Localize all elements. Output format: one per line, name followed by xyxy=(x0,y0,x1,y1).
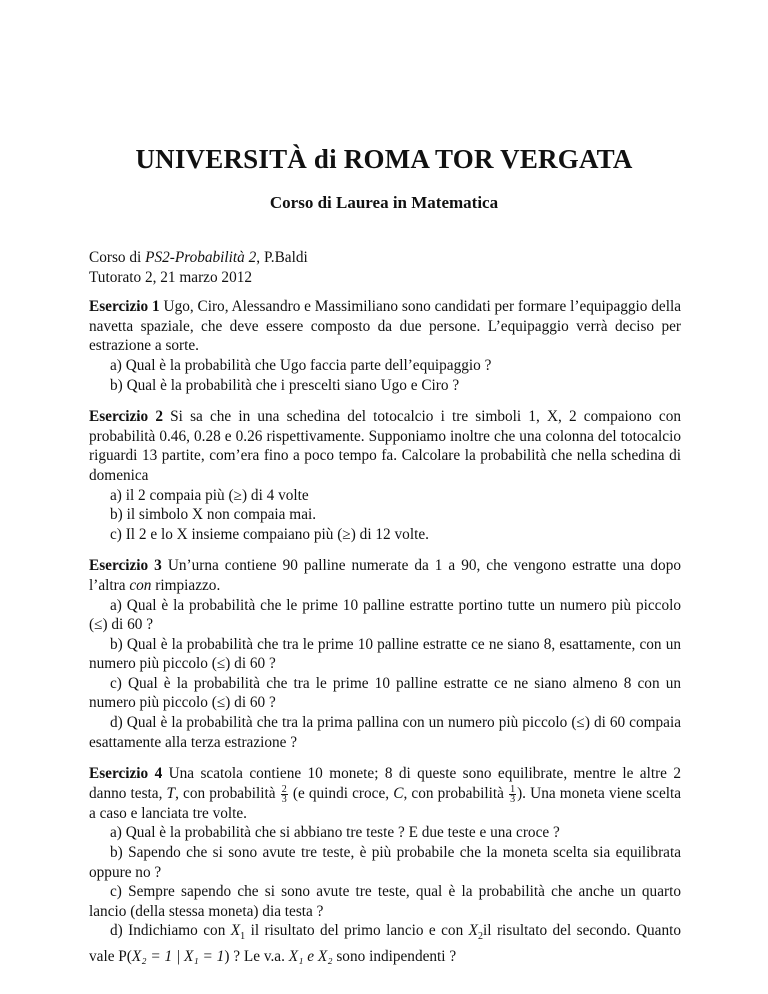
question: d) Qual è la probabilità che tra la prima pallina con un numero più piccolo (≤) di 60 compaia esattamente alla terza estrazione ? xyxy=(89,714,681,751)
intro-part: , con probabilità xyxy=(403,784,504,802)
fraction-two-thirds: $\frac{2}{3}$ xyxy=(281,783,287,805)
exercise-1 xyxy=(89,297,681,395)
degree-subtitle: Corso di Laurea in Matematica xyxy=(269,193,499,212)
university-title: UNIVERSITÀ di ROMA TOR VERGATA xyxy=(135,144,633,174)
document-body xyxy=(89,248,681,979)
question: a) Qual è la probabilità che si abbiano tre teste ? E due teste e una croce ? xyxy=(110,824,560,842)
exercise-3 xyxy=(89,556,681,752)
fraction-one-third: $\frac{1}{3}$ xyxy=(510,783,516,805)
course-name: PS2-Probabilità 2 xyxy=(145,249,257,266)
question: b) il simbolo X non compaia mai. xyxy=(110,506,317,524)
exercise-label: Esercizio 1 xyxy=(89,298,160,316)
course-prefix: Corso di xyxy=(89,249,142,266)
emphasis-word: con xyxy=(129,576,152,594)
intro-part: , con probabilità xyxy=(175,784,276,802)
exercise-label: Esercizio 3 xyxy=(89,557,162,575)
intro-part: ). Una moneta viene scelta a caso e lanciata tre volte. xyxy=(89,784,682,822)
question: c) Il 2 e lo X insieme compaiano più (≥) di 12 volte. xyxy=(110,525,429,543)
exercise-2 xyxy=(89,407,681,544)
question: b) Qual è la probabilità che tra le prime 10 palline estratte ce ne siano 8, esattamente, con un numero più piccolo (≤) di 60 ? xyxy=(89,635,681,673)
question: c) Sempre sapendo che si sono avute tre teste, qual è la probabilità che anche un quarto lancio (della stessa moneta) dia testa ? xyxy=(89,883,681,920)
question: c) Qual è la probabilità che tra le prime 10 palline estratte ce ne siano almeno 8 con un numero più piccolo (≤) di 60 ? xyxy=(89,674,681,712)
exercise-intro: Si sa che in una schedina del totocalcio i tre simboli 1, X, 2 compaiono con probabilità 0.46, 0.28 e 0.26 rispettivamente. Supponiamo inoltre che una colonna del totocalcio riguardi 13 partite, com’era fino a poco tempo fa. Calcolare la probabilità che nella schedina di domenica xyxy=(89,408,681,484)
course-suffix: , P.Baldi xyxy=(256,249,308,266)
question-d: d) Indichiamo con $X_1$ il risultato del primo lancio e con $X_2il$ risultato del secondo. Quanto vale P(X₂ = 1 | X₁ = 1) ? Le v.a. X₁ e X₂ sono indipendenti ? xyxy=(89,922,682,966)
question: b) Qual è la probabilità che i prescelti siano Ugo e Ciro ? xyxy=(110,376,460,394)
exercise-label: Esercizio 4 xyxy=(89,765,163,783)
question: a) Qual è la probabilità che le prime 10 palline estratte portino tutte un numero più piccolo (≤) di 60 ? xyxy=(89,596,681,634)
exercise-intro: Un’urna contiene 90 palline numerate da 1 a 90, che vengono estratte una dopo l’altra xyxy=(89,557,681,594)
symbol-t: T xyxy=(166,784,176,802)
symbol-c: C xyxy=(393,784,404,802)
intro-part: (e quindi croce, xyxy=(292,784,390,802)
course-line xyxy=(89,248,681,268)
question: a) Qual è la probabilità che Ugo faccia parte dell’equipaggio ? xyxy=(110,356,492,374)
exercise-intro: Una scatola contiene 10 monete; 8 di queste sono equilibrate, mentre le altre 2 danno testa, xyxy=(89,765,681,802)
exercise-intro: Ugo, Ciro, Alessandro e Massimiliano sono candidati per formare l’equipaggio della navetta spaziale, che deve essere composto da due persone. L’equipaggio verrà deciso per estrazione a sorte. xyxy=(89,298,682,355)
exercise-label: Esercizio 2 xyxy=(89,408,163,426)
question: a) il 2 compaia più (≥) di 4 volte xyxy=(110,486,309,504)
question: b) Sapendo che si sono avute tre teste, è più probabile che la moneta scelta sia equilibrata oppure no ? xyxy=(89,844,681,881)
exercise-4 xyxy=(89,764,681,966)
exercise-intro-end: rimpiazzo. xyxy=(155,576,221,594)
tutorial-date: Tutorato 2, 21 marzo 2012 xyxy=(89,268,253,286)
